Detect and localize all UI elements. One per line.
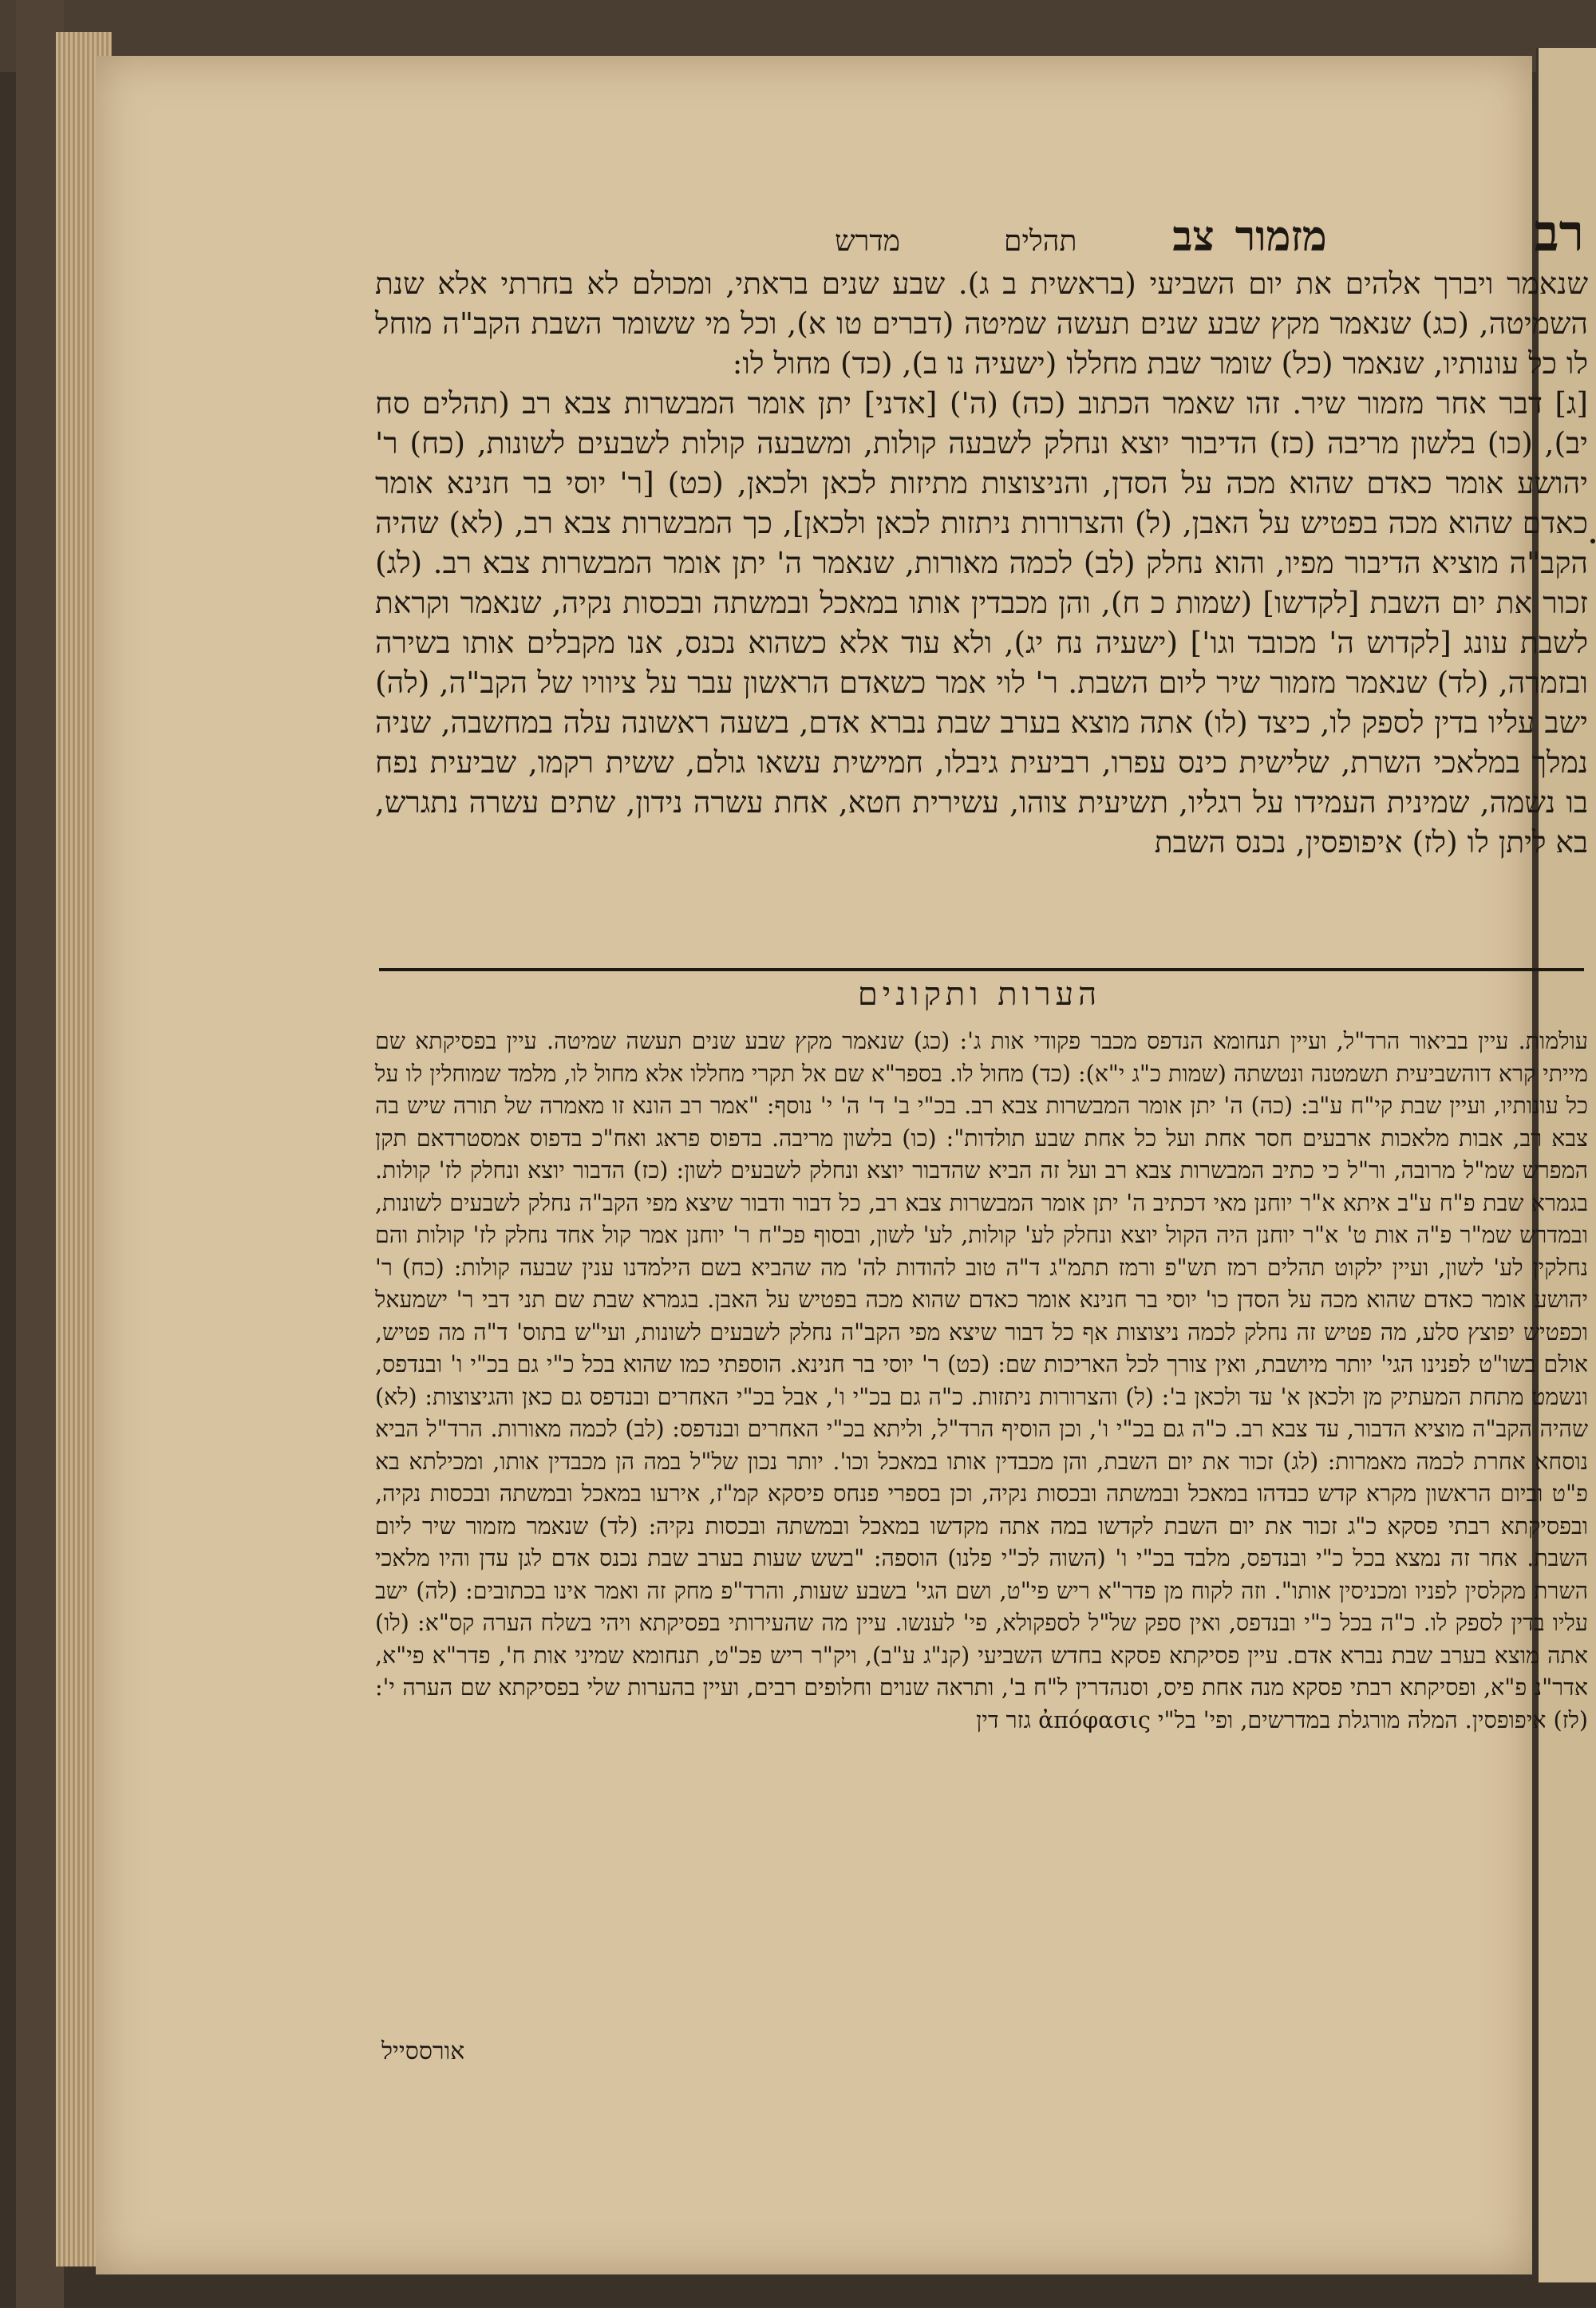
notes-text: עולמות. עיין בביאור הרד"ל, ועיין תנחומא הנדפס מכבר פקודי אות ג': (כג) שנאמר מקץ שבע שנים תעשה שמיטה. עיין בפסיקתא שם מייתי קרא דוהשביעית תשמטנה ונטשתה (שמות כ"ג י"א): (כד) מחול לו. בספר"א שם אל תקרי מחללו אלא מחול לו, מלמד שמוחלין לו על כל עונותיו, ועיין שבת קי"ח ע"ב: (כה) ה' יתן אומר המבשרות צבא רב. בכ"י ב' ד' ה' י' נוסף: "אמר רב הונא זו מאמרה של תורה שיש בה צבא רב, אבות מלאכות ארבעים חסר אחת ועל כל אחת שבע תולדות": (כו) בלשון מריבה. בדפוס פראג ואח"כ בדפוס אמסטרדאם תקן המפרש שמ"ל מרובה, ור"ל כי כתיב המבשרות צבא רב ועל זה הביא שהדבור יוצא ונחלק לשבעים לשון: (כז) הדבור יוצא ונחלק לז' קולות. בגמרא שבת פ"ח ע"ב איתא א"ר יוחנן מאי דכתיב ה' יתן אומר המבשרות צבא רב, כל דבור ודבור שיצא מפי הקב"ה נחלק לשבעים לשונות, ובמדרש שמ"ר פ"ה אות ט' א"ר יוחנן היה הקול יוצא ונחלק לע' קולות, לע' לשון, ובסוף פכ"ח ר' יוחנן אמר קול אחד נחלק לז' קולות והם נחלקין לע' לשון, ועיין ילקוט תהלים רמז תש"פ ורמז תתמ"ג ד"ה טוב להודות לה' מה שהביא בשם הילמדנו ענין שבעה קולות: (כח) ר' יהושע אומר כאדם שהוא מכה על הסדן כו' יוסי בר חנינא אומר כאדם שהוא מכה בפטיש על האבן. בגמרא שבת שם תני דבי ר' ישמעאל וכפטיש יפוצץ סלע, מה פטיש זה נחלק לכמה ניצוצות אף כל דבור שיצא מפי הקב"ה נחלק לשבעים לשונות, ועי"ש בתוס' ד"ה מה פטיש, אולם בשו"ט לפנינו הגי' יותר מיושבת, ואין צורך לכל האריכות שם: (כט) ר' יוסי בר חנינא. הוספתי כמו שהוא בכל כ"י גם בכ"י ו' ובנדפס, ונשמט מתחת המעתיק מן ולכאן א' עד ולכאן ב': (ל) והצרורות ניתזות. כ"ה גם בכ"י ו', אבל בכ"י האחרים ובנדפס גם כאן והגיצוצות: (לא) שהיה הקב"ה מוציא הדבור, עד צבא רב. כ"ה גם בכ"י ו', וכן הוסיף הרד"ל, וליתא בכ"י האחרים ובנדפס: (לב) לכמה מאורות. הרד"ל הביא נוסחא אחרת לכמה מאמרות: (לג) זכור את יום השבת, והן מכבדין אותו במאכל וכו'. יותר נכון של"ל במה הן מכבדין אותו, ומכילתא בא פ"ט וביום הראשון מקרא קדש כבדהו במאכל ובמשתה ובכסות נקיה, וכן בספרי פנחס פיסקא קמ"ז, אירעו במאכל ובמשתה ובכסות נקיה, ובפסיקתא רבתי פסקא כ"ג זכור את יום השבת לקדשו במה אתה מקדשו במאכל ובמשתה ובכסות נקיה: (לד) שנאמר מזמור שיר ליום השבת. אחר זה נמצא בכל כ"י ובנדפס, מלבד בכ"י ו' (השוה לכ"י פלנו) הוספה: "בשש שעות בערב שבת נכנס אדם לגן עדן והיו מלאכי השרת מקלסין לפניו ומכניסין אותו". וזה לקוח מן פדר"א ריש פי"ט, ושם הגי' בשבע שעות, והרד"פ מחק זה ואמר אינו בכתובים: (לה) ישב עליו בדין לספק לו. כ"ה בכל כ"י ובנדפס, ואין ספק של"ל לספקולא, פי' לענשו. עיין מה שהעירותי בפסיקתא ויהי בשלח הערה קס"א: (לו) אתה מוצא בערב שבת נברא אדם. עיין פסיקתא פסקא בחדש השביעי (קנ"ג ע"ב), ויק"ר ריש פכ"ט, תנחומא שמיני אות ח', פדר"א פי"א, אדר"נ פ"א, ופסיקתא רבתי פסקא מנה אחת פיס, וסנהדרין ל"ח ב', ותראה שנוים וחלופים רבים, ועיין בהערות שלי בפסיקתא שם הערה י': (לז) איפופסין. המלה מורגלת במדרשים, ופי' בל"י ἀπόφασις גזר דין (375, 1028, 1588, 1733)
running-header (375, 204, 1584, 267)
header-tehilim: תהלים (1004, 225, 1077, 258)
margin-mark-icon (1590, 539, 1595, 543)
header-midrash: מדרש (835, 225, 900, 258)
main-paragraph: [ג] דבר אחר מזמור שיר. זהו שאמר הכתוב (כה) (ה') [אדני] יתן אומר המבשרות צבא רב (תהלים סח יב), (כו) בלשון מריבה (כז) הדיבור יוצא ונחלק לשבעה קולות, ומשבעה קולות לשבעים לשונות, (כח) ר' יהושע אומר כאדם שהוא מכה על הסדן, והניצוצות מתיזות לכאן ולכאן, (כט) [ר' יוסי בר חנינא אומר כאדם שהוא מכה בפטיש על האבן, (ל) והצרורות ניתזות לכאן ולכאן], כך המבשרות צבא רב, (לא) שהיה הקב"ה מוציא הדיבור מפיו, והוא נחלק (לב) לכמה מאורות, שנאמר ה' יתן אומר המבשרות צבא רב. (לג) זכור את יום השבת [לקדשו] (שמות כ ח), והן מכבדין אותו במאכל ובמשתה ובכסות נקיה, שנאמר וקראת לשבת עונג [לקדוש ה' מכובד וגו'] (ישעיה נח יג), ולא עוד אלא כשהוא נכנס, אנו מקבלים אותו בשירה ובזמרה, (לד) שנאמר מזמור שיר ליום השבת. ר' לוי אמר כשאדם הראשון עבר על ציוויו של הקב"ה, (לה) ישב עליו בדין לספק לו, כיצד (לו) אתה מוצא בערב שבת נברא אדם, בשעה ראשונה עלה במחשבה, שניה נמלך במלאכי השרת, שלישית כינס עפרו, רביעית גיבלו, חמישית עשאו גולם, ששית רקמו, שביעית נפח בו נשמה, שמינית העמידו על רגליו, תשיעית צוהו, עשירית חטא, אחת עשרה נידון, שתים עשרה נתגרש, בא ליתן לו (לז) איפופסין, נכנס השבת (375, 385, 1588, 860)
main-paragraph: שנאמר ויברך אלהים את יום השביעי (בראשית ב ג). שבע שנים בראתי, ומכולם לא בחרתי אלא שנת השמיטה, (כג) שנאמר מקץ שבע שנים תעשה שמיטה (דברים טו א), וכל מי ששומר השבת הקב"ה מוחל לו כל עונותיו, שנאמר (כל) שומר שבת מחללו (ישעיה נו ב), (כד) מחול לו: (375, 266, 1588, 381)
signature: אורססייל (381, 2037, 465, 2065)
section-divider (379, 968, 1584, 971)
header-mizmor: מזמור (1235, 212, 1327, 261)
main-text (375, 263, 1588, 862)
psalm-number: צב (1172, 212, 1215, 261)
notes-title: הערות ותקונים (857, 976, 1102, 1013)
page-number-letters: רב (1534, 204, 1584, 263)
